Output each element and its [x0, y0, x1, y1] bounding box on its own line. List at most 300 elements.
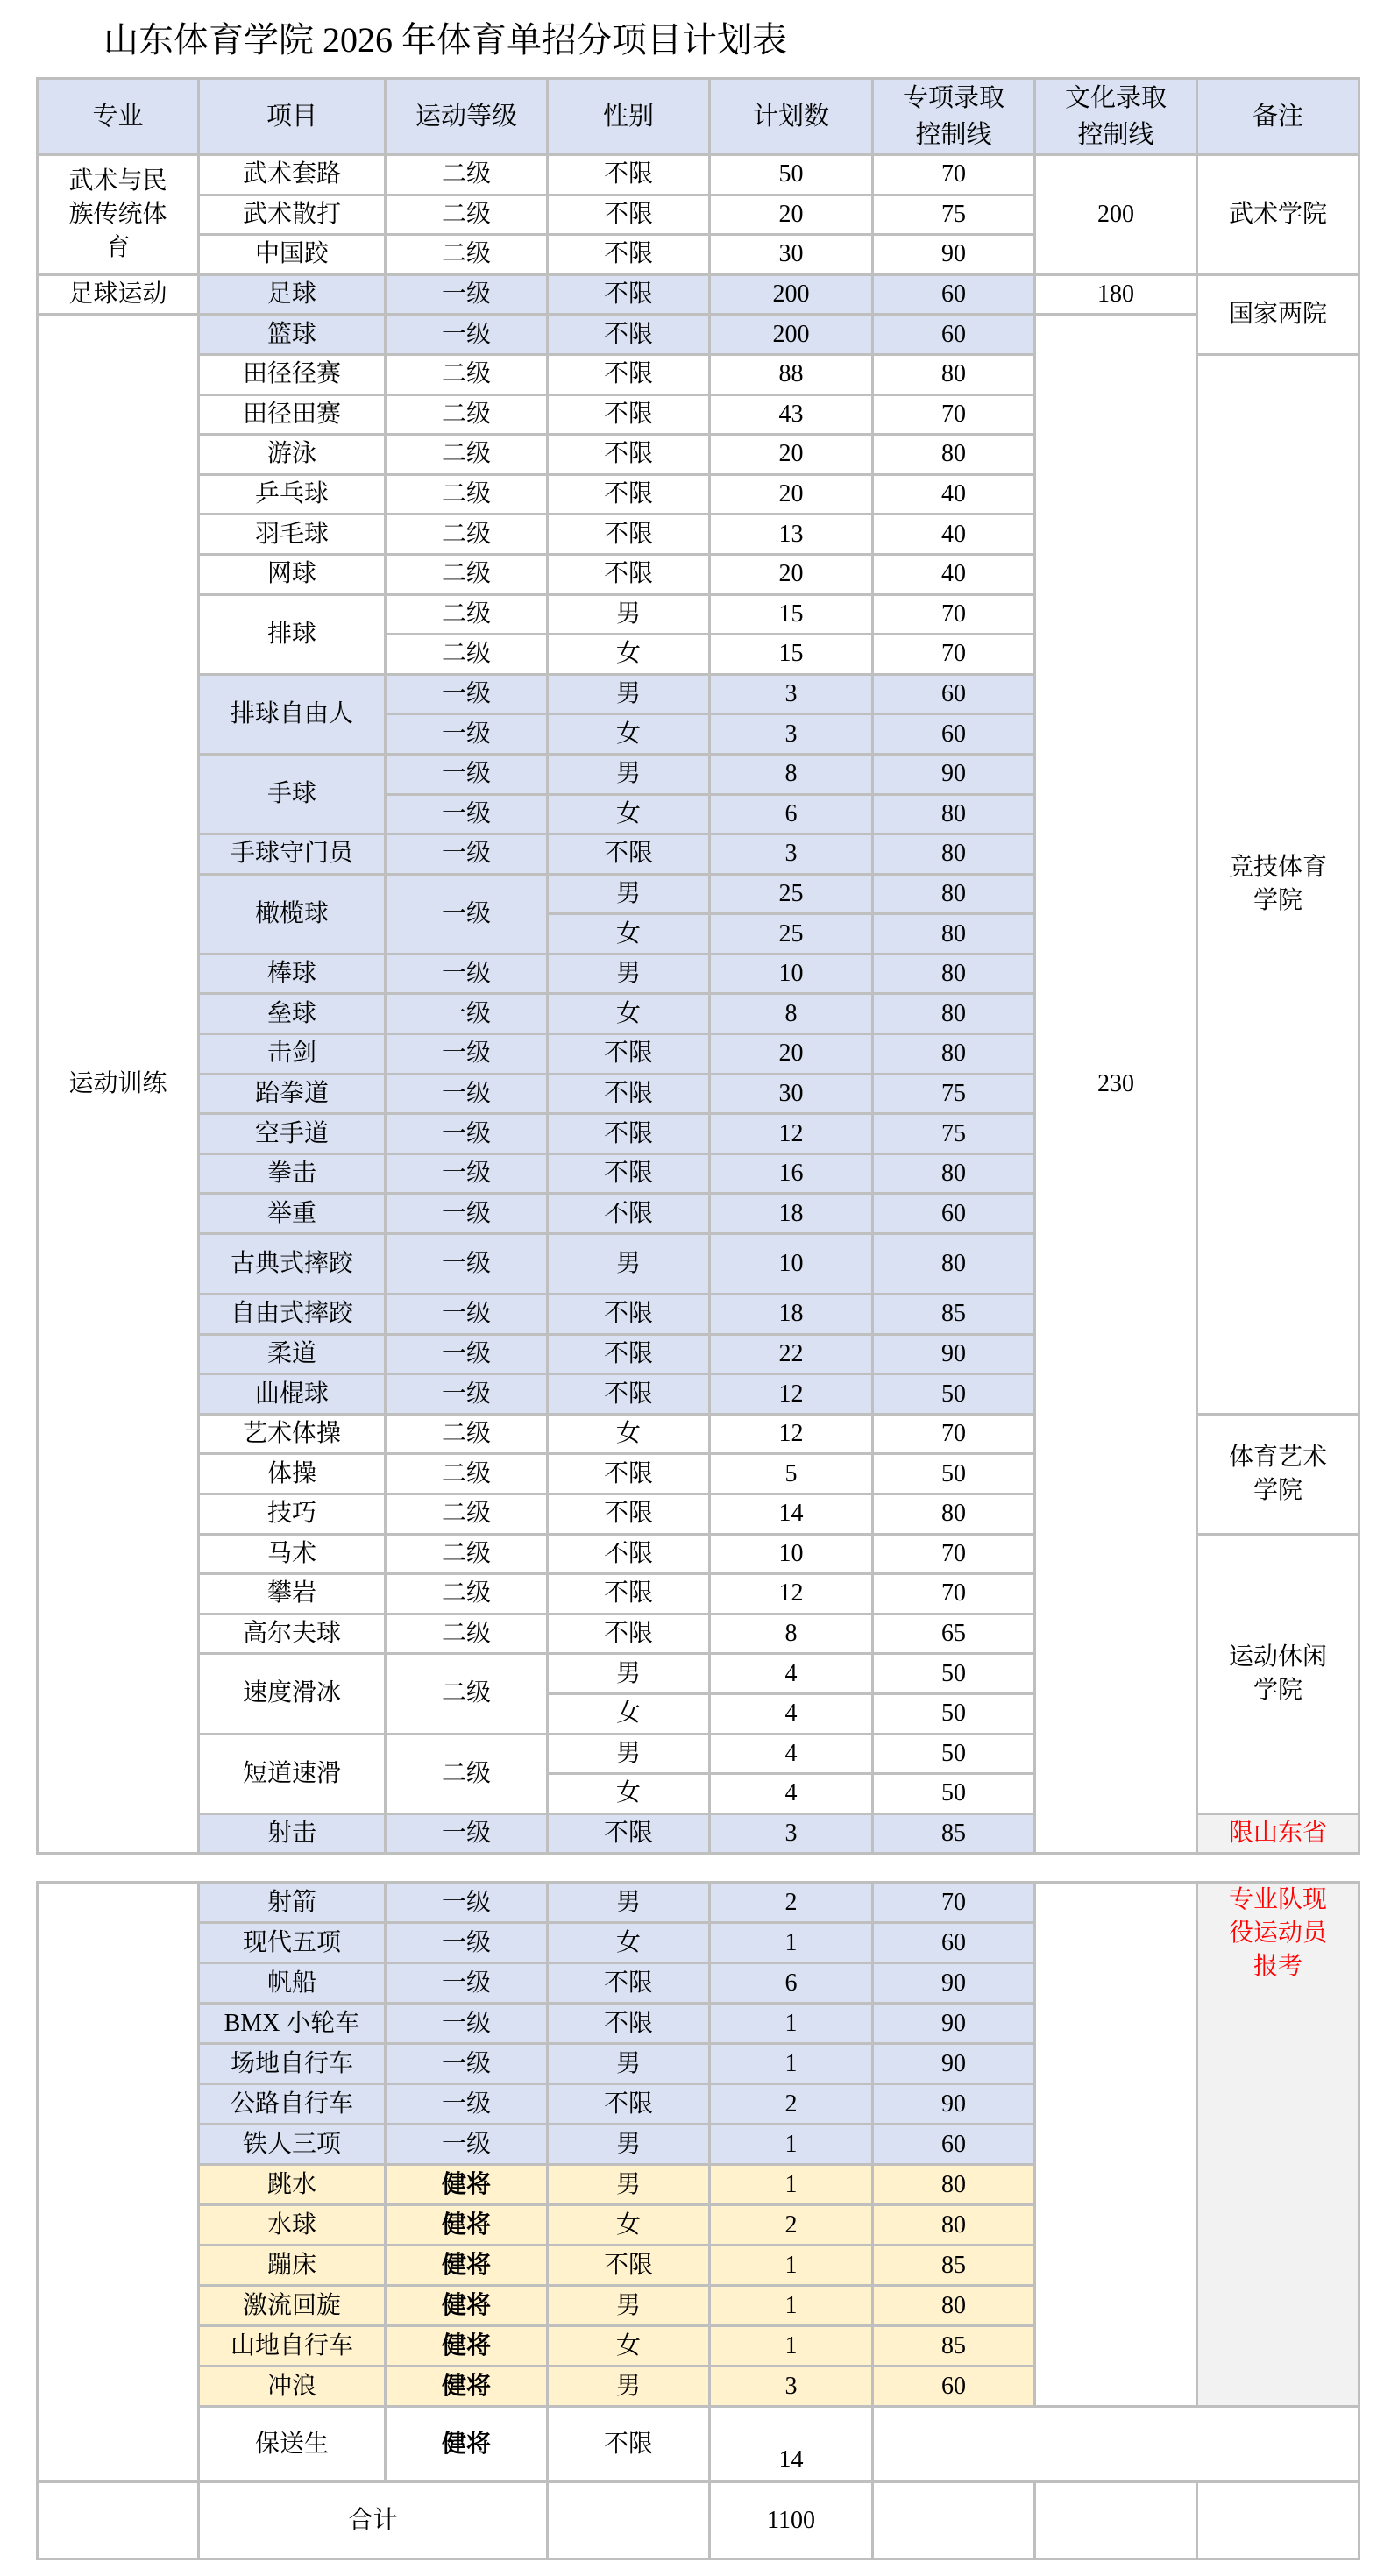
table-cell: 80: [873, 354, 1035, 394]
table-cell: 二级: [386, 514, 548, 555]
table-cell: 不限: [548, 1574, 710, 1614]
table-cell: 不限: [548, 155, 710, 195]
header-level: 运动等级: [386, 79, 548, 155]
table-cell: 合计: [199, 2482, 548, 2559]
table-cell: 男: [548, 2165, 710, 2205]
table-cell: 80: [873, 874, 1035, 914]
table-cell: 12: [710, 1574, 873, 1614]
table-cell: 女: [548, 794, 710, 834]
table-cell: 90: [873, 2084, 1035, 2125]
table-cell: 60: [873, 315, 1035, 355]
table-cell: 14: [710, 2407, 873, 2482]
table-cell: 75: [873, 195, 1035, 235]
table-cell: 不限: [548, 474, 710, 514]
table-cell: 10: [710, 954, 873, 994]
table-cell: 50: [873, 1374, 1035, 1415]
table-cell: 60: [873, 1194, 1035, 1234]
table-cell: 一级: [386, 2044, 548, 2084]
table-cell: 80: [873, 435, 1035, 475]
table-cell: 不限: [548, 1454, 710, 1494]
table-cell: 限山东省: [1197, 1813, 1359, 1854]
table-cell: 中国跤: [199, 235, 386, 275]
table-cell: 6: [710, 1963, 873, 2004]
table-cell: 击剑: [199, 1034, 386, 1075]
table-cell: 一级: [386, 674, 548, 714]
table-cell: 男: [548, 1234, 710, 1295]
table-cell: 健将: [386, 2326, 548, 2367]
table-row: [38, 315, 1359, 355]
table-cell: 网球: [199, 554, 386, 594]
table-cell: 体育艺术学院: [1197, 1414, 1359, 1534]
table-cell: 女: [548, 1414, 710, 1454]
table-cell: 二级: [386, 1534, 548, 1574]
table-cell: 足球运动: [38, 274, 199, 315]
empty-cell: [1035, 1883, 1197, 2407]
table-cell: 羽毛球: [199, 514, 386, 555]
table-cell: 体操: [199, 1454, 386, 1494]
table-cell: 二级: [386, 594, 548, 635]
table-cell: 90: [873, 2004, 1035, 2044]
table-cell: 20: [710, 195, 873, 235]
table-cell: 二级: [386, 554, 548, 594]
empty-cell: [1035, 2482, 1197, 2559]
table-cell: 男: [548, 1883, 710, 1923]
table-cell: 40: [873, 554, 1035, 594]
header-event: 项目: [199, 79, 386, 155]
table-cell: 一级: [386, 1153, 548, 1194]
table-cell: 85: [873, 1295, 1035, 1335]
table-cell: 女: [548, 1774, 710, 1814]
header-row: [38, 79, 1359, 155]
table-cell: 健将: [386, 2367, 548, 2407]
table-cell: 女: [548, 2326, 710, 2367]
table-cell: 1: [710, 2125, 873, 2165]
table-cell: 艺术体操: [199, 1414, 386, 1454]
table-cell: 1: [710, 2044, 873, 2084]
table-cell: 棒球: [199, 954, 386, 994]
table-cell: 一级: [386, 714, 548, 755]
table-cell: 18: [710, 1295, 873, 1335]
table-cell: 蹦床: [199, 2246, 386, 2286]
table-cell: 短道速滑: [199, 1734, 386, 1813]
table-cell: 60: [873, 274, 1035, 315]
table-cell: 武术学院: [1197, 155, 1359, 275]
table-cell: 现代五项: [199, 1923, 386, 1963]
table-cell: 男: [548, 2044, 710, 2084]
table-row: [38, 1883, 1359, 1923]
table-cell: 88: [710, 354, 873, 394]
table-cell: 不限: [548, 195, 710, 235]
empty-cell: [873, 2407, 1359, 2482]
table-cell: 技巧: [199, 1494, 386, 1535]
table-cell: 二级: [386, 195, 548, 235]
table-cell: 20: [710, 474, 873, 514]
table-cell: 80: [873, 1034, 1035, 1075]
table-cell: 13: [710, 514, 873, 555]
table-cell: 70: [873, 635, 1035, 675]
table-cell: 国家两院: [1197, 274, 1359, 354]
table-cell: 运动休闲学院: [1197, 1534, 1359, 1813]
table-cell: 不限: [548, 394, 710, 435]
table-cell: 一级: [386, 1334, 548, 1374]
table-cell: 43: [710, 394, 873, 435]
table-cell: 一级: [386, 794, 548, 834]
table-cell: 二级: [386, 474, 548, 514]
table-cell: 一级: [386, 1963, 548, 2004]
table-cell: 200: [1035, 155, 1197, 275]
table-cell: 70: [873, 155, 1035, 195]
table-cell: 80: [873, 914, 1035, 954]
empty-cell: [548, 2482, 710, 2559]
table-cell: 女: [548, 1693, 710, 1734]
table-cell: 射击: [199, 1813, 386, 1854]
table-cell: 男: [548, 2367, 710, 2407]
table-cell: 15: [710, 594, 873, 635]
table-cell: 3: [710, 714, 873, 755]
table-cell: 3: [710, 1813, 873, 1854]
table-cell: 不限: [548, 1194, 710, 1234]
table-cell: 健将: [386, 2246, 548, 2286]
header-remarks: 备注: [1197, 79, 1359, 155]
table-cell: 60: [873, 1923, 1035, 1963]
table-cell: 90: [873, 235, 1035, 275]
table-cell: 健将: [386, 2205, 548, 2246]
table-cell: 二级: [386, 155, 548, 195]
table-cell: 60: [873, 714, 1035, 755]
table-cell: 不限: [548, 2004, 710, 2044]
table-cell: 80: [873, 1153, 1035, 1194]
table-cell: 80: [873, 2165, 1035, 2205]
table-cell: 曲棍球: [199, 1374, 386, 1415]
header-quota: 计划数: [710, 79, 873, 155]
table-cell: 健将: [386, 2165, 548, 2205]
table-cell: 3: [710, 834, 873, 875]
table-cell: 一级: [386, 2004, 548, 2044]
table-cell: 保送生: [199, 2407, 386, 2482]
table-cell: 80: [873, 794, 1035, 834]
table-cell: 一级: [386, 1114, 548, 1154]
table-cell: 16: [710, 1153, 873, 1194]
table-cell: 不限: [548, 435, 710, 475]
table-cell: 不限: [548, 1334, 710, 1374]
table-cell: 不限: [548, 1963, 710, 2004]
header-skill-cutoff: 专项录取控制线: [873, 79, 1035, 155]
table-cell: 二级: [386, 635, 548, 675]
table-cell: 一级: [386, 754, 548, 794]
plan-table-main: [36, 77, 1360, 1855]
table-cell: 不限: [548, 1374, 710, 1415]
table-cell: 不限: [548, 1074, 710, 1114]
table-cell: 不限: [548, 274, 710, 315]
table-cell: 50: [873, 1454, 1035, 1494]
table-cell: 80: [873, 2205, 1035, 2246]
table-cell: BMX 小轮车: [199, 2004, 386, 2044]
table-cell: 二级: [386, 235, 548, 275]
table-cell: 专业队现役运动员报考: [1197, 1883, 1359, 2407]
table-cell: 铁人三项: [199, 2125, 386, 2165]
table-cell: 不限: [548, 1153, 710, 1194]
table-cell: 30: [710, 235, 873, 275]
table-cell: 85: [873, 2326, 1035, 2367]
table-cell: 不限: [548, 834, 710, 875]
table-cell: 10: [710, 1534, 873, 1574]
table-cell: 2: [710, 1883, 873, 1923]
table-cell: 二级: [386, 1414, 548, 1454]
table-cell: 80: [873, 994, 1035, 1034]
table-cell: 180: [1035, 274, 1197, 315]
table-cell: 20: [710, 1034, 873, 1075]
table-cell: 一级: [386, 1923, 548, 1963]
table-cell: 15: [710, 635, 873, 675]
table-cell: 田径径赛: [199, 354, 386, 394]
table-cell: 男: [548, 1734, 710, 1774]
table-cell: 70: [873, 1534, 1035, 1574]
table-cell: 不限: [548, 315, 710, 355]
table-cell: 一级: [386, 274, 548, 315]
table-cell: 50: [873, 1774, 1035, 1814]
table-cell: 二级: [386, 435, 548, 475]
table-cell: 速度滑冰: [199, 1654, 386, 1734]
table-cell: 不限: [548, 514, 710, 555]
table-cell: 二级: [386, 394, 548, 435]
table-cell: 健将: [386, 2407, 548, 2482]
table-cell: 男: [548, 2125, 710, 2165]
table-cell: 一级: [386, 1234, 548, 1295]
table-cell: 85: [873, 2246, 1035, 2286]
table-cell: 女: [548, 2205, 710, 2246]
table-cell: 3: [710, 2367, 873, 2407]
table-cell: 女: [548, 994, 710, 1034]
table-cell: 山地自行车: [199, 2326, 386, 2367]
table-cell: 不限: [548, 1295, 710, 1335]
table-cell: 二级: [386, 1614, 548, 1654]
table-cell: 古典式摔跤: [199, 1234, 386, 1295]
table-cell: 230: [1035, 315, 1197, 1854]
table-cell: 冲浪: [199, 2367, 386, 2407]
table-cell: 乒乓球: [199, 474, 386, 514]
table-cell: 20: [710, 554, 873, 594]
table-cell: 1: [710, 2246, 873, 2286]
table-cell: 健将: [386, 2286, 548, 2326]
table-cell: 不限: [548, 1114, 710, 1154]
table-cell: 90: [873, 1334, 1035, 1374]
table-cell: 85: [873, 1813, 1035, 1854]
table-cell: 不限: [548, 554, 710, 594]
table-cell: 举重: [199, 1194, 386, 1234]
table-cell: 男: [548, 674, 710, 714]
table-cell: 二级: [386, 1454, 548, 1494]
table-cell: 4: [710, 1734, 873, 1774]
table-cell: 75: [873, 1114, 1035, 1154]
table-cell: 25: [710, 914, 873, 954]
table-cell: 马术: [199, 1534, 386, 1574]
table-cell: 40: [873, 474, 1035, 514]
table-cell: 1: [710, 2326, 873, 2367]
table-cell: 公路自行车: [199, 2084, 386, 2125]
table-cell: 武术套路: [199, 155, 386, 195]
table-cell: 12: [710, 1374, 873, 1415]
table-cell: 田径田赛: [199, 394, 386, 435]
table-cell: 50: [873, 1654, 1035, 1694]
table-cell: 6: [710, 794, 873, 834]
table-cell: 50: [873, 1734, 1035, 1774]
table-cell: 90: [873, 2044, 1035, 2084]
table-cell: 场地自行车: [199, 2044, 386, 2084]
table-cell: 不限: [548, 1494, 710, 1535]
table-cell: 二级: [386, 354, 548, 394]
table-row: [38, 2482, 1359, 2559]
table-cell: 65: [873, 1614, 1035, 1654]
table-cell: 不限: [548, 2407, 710, 2482]
table-cell: 男: [548, 1654, 710, 1694]
table-cell: 70: [873, 394, 1035, 435]
header-major: 专业: [38, 79, 199, 155]
table-cell: 一级: [386, 1883, 548, 1923]
table-cell: 50: [710, 155, 873, 195]
header-culture-cutoff: 文化录取控制线: [1035, 79, 1197, 155]
table-cell: 20: [710, 435, 873, 475]
table-cell: 不限: [548, 1034, 710, 1075]
table-cell: 女: [548, 635, 710, 675]
table-cell: 1: [710, 2004, 873, 2044]
table-cell: 一级: [386, 954, 548, 994]
table-cell: 一级: [386, 315, 548, 355]
table-cell: 12: [710, 1114, 873, 1154]
table-cell: 90: [873, 1963, 1035, 2004]
table-cell: 男: [548, 954, 710, 994]
table-cell: 25: [710, 874, 873, 914]
table-cell: 2: [710, 2084, 873, 2125]
table-cell: 90: [873, 754, 1035, 794]
table-cell: 垒球: [199, 994, 386, 1034]
empty-cell: [38, 1883, 199, 2482]
empty-cell: [873, 2482, 1035, 2559]
table-cell: 自由式摔跤: [199, 1295, 386, 1335]
table-cell: 二级: [386, 1574, 548, 1614]
table-cell: 80: [873, 1234, 1035, 1295]
table-cell: 不限: [548, 1534, 710, 1574]
table-cell: 1: [710, 1923, 873, 1963]
table-cell: 水球: [199, 2205, 386, 2246]
table-cell: 一级: [386, 874, 548, 954]
table-cell: 70: [873, 1883, 1035, 1923]
table-cell: 男: [548, 754, 710, 794]
table-cell: 男: [548, 874, 710, 914]
table-cell: 不限: [548, 1614, 710, 1654]
table-cell: 1: [710, 2165, 873, 2205]
table-cell: 70: [873, 1574, 1035, 1614]
table-cell: 30: [710, 1074, 873, 1114]
table-cell: 1: [710, 2286, 873, 2326]
table-cell: 40: [873, 514, 1035, 555]
table-cell: 14: [710, 1494, 873, 1535]
table-cell: 二级: [386, 1734, 548, 1813]
table-row: [38, 155, 1359, 195]
table-cell: 攀岩: [199, 1574, 386, 1614]
table-cell: 一级: [386, 1813, 548, 1854]
table-cell: 跆拳道: [199, 1074, 386, 1114]
table-cell: 帆船: [199, 1963, 386, 2004]
table-cell: 男: [548, 594, 710, 635]
table-cell: 一级: [386, 994, 548, 1034]
table-cell: 武术与民族传统体育: [38, 155, 199, 275]
plan-table-supplement-body: [38, 1883, 1359, 2559]
table-cell: 1100: [710, 2482, 873, 2559]
table-cell: 排球自由人: [199, 674, 386, 754]
table-cell: 22: [710, 1334, 873, 1374]
table-cell: 10: [710, 1234, 873, 1295]
table-cell: 80: [873, 2286, 1035, 2326]
table-cell: 70: [873, 1414, 1035, 1454]
table-cell: 60: [873, 2125, 1035, 2165]
table-cell: 篮球: [199, 315, 386, 355]
table-cell: 50: [873, 1693, 1035, 1734]
table-cell: 3: [710, 674, 873, 714]
table-cell: 不限: [548, 2246, 710, 2286]
table-cell: 75: [873, 1074, 1035, 1114]
table-cell: 8: [710, 754, 873, 794]
table-cell: 4: [710, 1693, 873, 1734]
table-cell: 80: [873, 834, 1035, 875]
table-cell: 一级: [386, 834, 548, 875]
table-cell: 女: [548, 1923, 710, 1963]
table-cell: 拳击: [199, 1153, 386, 1194]
table-cell: 高尔夫球: [199, 1614, 386, 1654]
table-cell: 激流回旋: [199, 2286, 386, 2326]
table-cell: 手球: [199, 754, 386, 834]
table-cell: 男: [548, 2286, 710, 2326]
table-cell: 18: [710, 1194, 873, 1234]
table-cell: 不限: [548, 235, 710, 275]
table-cell: 200: [710, 315, 873, 355]
table-cell: 不限: [548, 354, 710, 394]
table-cell: 排球: [199, 594, 386, 674]
table-cell: 一级: [386, 2125, 548, 2165]
table-cell: 空手道: [199, 1114, 386, 1154]
empty-cell: [1197, 2482, 1359, 2559]
table-cell: 一级: [386, 1074, 548, 1114]
table-cell: 女: [548, 714, 710, 755]
table-cell: 5: [710, 1454, 873, 1494]
table-cell: 不限: [548, 2084, 710, 2125]
table-row: [38, 274, 1359, 315]
table-cell: 柔道: [199, 1334, 386, 1374]
table-cell: 一级: [386, 1194, 548, 1234]
table-cell: 60: [873, 674, 1035, 714]
table-cell: 80: [873, 1494, 1035, 1535]
table-row: [38, 2407, 1359, 2482]
table-cell: 一级: [386, 1374, 548, 1415]
table-cell: 4: [710, 1654, 873, 1694]
table-cell: 8: [710, 1614, 873, 1654]
table-cell: 12: [710, 1414, 873, 1454]
empty-cell: [38, 2482, 199, 2559]
table-cell: 竞技体育学院: [1197, 354, 1359, 1414]
table-cell: 二级: [386, 1494, 548, 1535]
plan-table-main-body: [38, 155, 1359, 1854]
table-cell: 女: [548, 914, 710, 954]
table-cell: 不限: [548, 1813, 710, 1854]
table-cell: 橄榄球: [199, 874, 386, 954]
table-cell: 8: [710, 994, 873, 1034]
table-cell: 200: [710, 274, 873, 315]
table-cell: 一级: [386, 2084, 548, 2125]
table-cell: 射箭: [199, 1883, 386, 1923]
table-cell: 一级: [386, 1295, 548, 1335]
table-cell: 跳水: [199, 2165, 386, 2205]
table-cell: 60: [873, 2367, 1035, 2407]
plan-table-supplement: [36, 1881, 1360, 2560]
